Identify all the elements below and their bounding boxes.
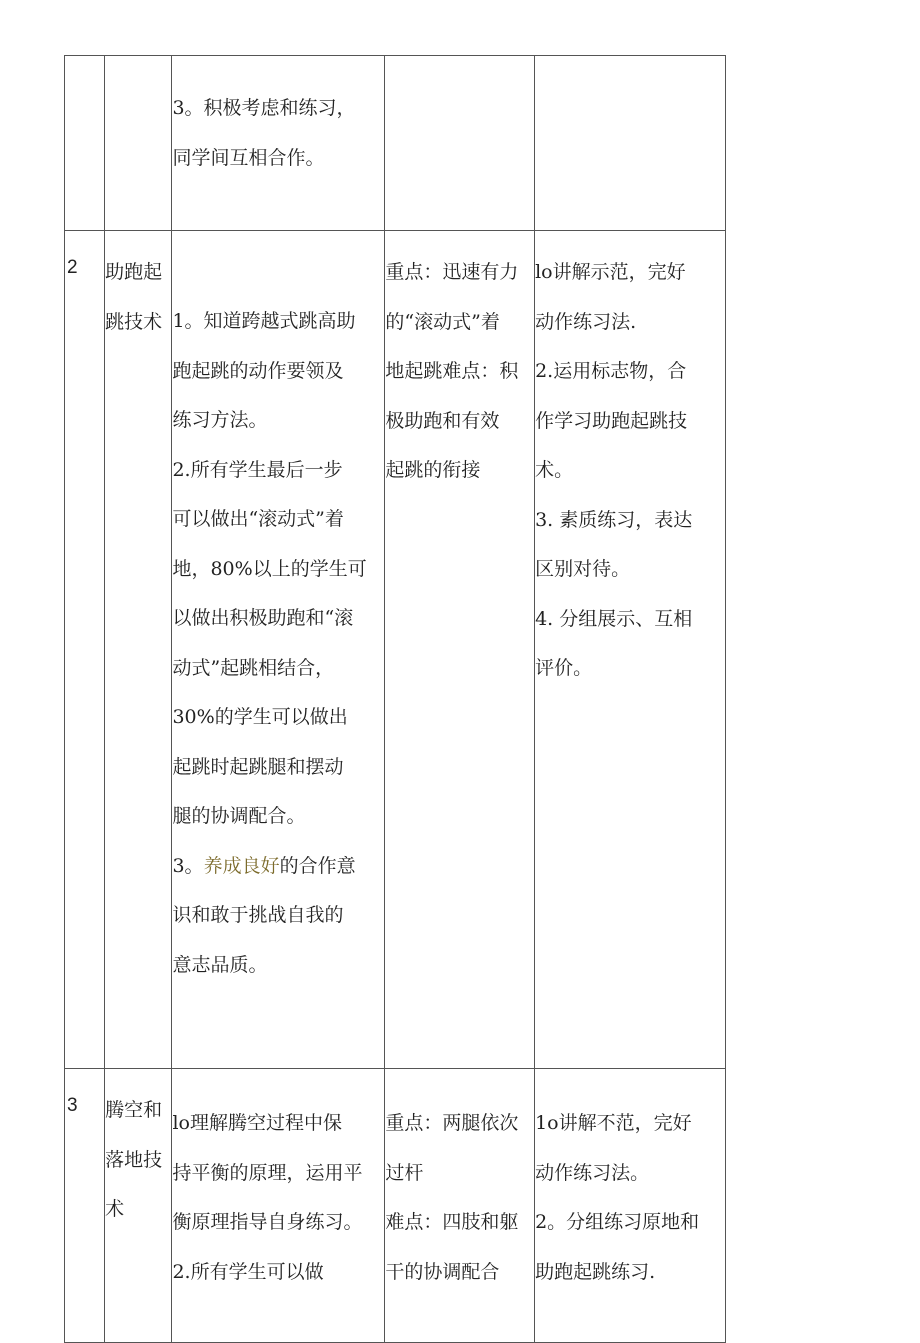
goal-line: 腿的协调配合。 [172,805,306,827]
method-line: 动作练习法。 [535,1161,650,1184]
table-row [65,56,726,231]
method-line: 区别对待。 [535,558,631,580]
goal-line: 练习方法。 [172,409,268,431]
keypoint-line: 难点：四肢和躯 [385,1211,519,1233]
topic-text [105,1086,171,1235]
keypoints-text [385,1099,534,1297]
goal-line: 30%的学生可以做出 [172,706,348,728]
goal-line: 起跳时起跳腿和摆动 [172,755,344,778]
goal-line [172,842,384,892]
goals-cell [172,1069,385,1343]
method-line: 术。 [535,459,574,481]
goals-text [172,84,384,183]
table-row [65,1069,726,1343]
goal-suffix: 的合作意 [279,854,356,877]
row-number-cell [65,1069,105,1343]
keypoint-line: 过杆 [385,1161,424,1184]
goals-text [172,297,384,990]
methods-text [535,248,725,694]
keypoints-text [385,248,534,496]
goal-line: 以做出积极助跑和“滚 [172,607,354,629]
goal-line: 地，80%以上的学生可 [172,557,367,580]
method-line: 助跑起跳练习. [535,1260,656,1283]
keypoint-line: 重点：两腿依次 [385,1112,519,1134]
method-line: 2.运用标志物，合 [535,360,687,382]
table-row [65,231,726,1069]
goal-line: lo理解腾空过程中保 [172,1112,342,1134]
methods-cell [535,1069,726,1343]
goal-line: 意志品质。 [172,953,268,976]
topic-line: 助跑起 [105,261,163,283]
method-line: 3. 素质练习，表达 [535,508,693,531]
goal-prefix: 3。 [172,854,204,877]
goal-highlight: 养成良好 [203,854,280,877]
keypoint-line: 极助跑和有效 [385,409,500,432]
topic-line: 跳技术 [105,310,163,333]
goal-line: 1。知道跨越式跳高助 [172,310,356,332]
topic-cell [105,56,172,231]
goal-line: 3。积极考虑和练习， [172,97,356,119]
goal-line: 2.所有学生可以做 [172,1260,324,1283]
method-line: 2。分组练习原地和 [535,1211,700,1233]
goal-line: 衡原理指导自身练习。 [172,1211,363,1233]
keypoint-line: 重点：迅速有力 [385,261,519,283]
method-line: 4. 分组展示、互相 [535,607,693,630]
keypoints-cell [385,1069,535,1343]
goal-line: 同学间互相合作。 [172,146,325,169]
keypoint-line: 起跳的衔接 [385,459,481,481]
keypoints-cell [385,56,535,231]
topic-line: 落地技 [105,1148,163,1171]
topic-cell [105,1069,172,1343]
keypoints-cell [385,231,535,1069]
methods-cell [535,56,726,231]
goal-line: 识和敢于挑战自我的 [172,904,344,926]
keypoint-line: 干的协调配合 [385,1260,500,1283]
method-line: 动作练习法. [535,310,637,333]
method-line: 评价。 [535,657,593,679]
method-line: lo讲解示范，完好 [535,261,686,283]
goals-cell [172,231,385,1069]
topic-line: 术 [105,1198,125,1220]
goal-line: 动式”起跳相结合， [172,656,335,679]
goal-line: 跑起跳的动作要领及 [172,359,344,382]
topic-text [105,248,171,347]
row-number: 3 [67,1095,78,1116]
method-line: 1o讲解不范，完好 [535,1112,692,1134]
keypoint-line: 的“滚动式”着 [385,310,500,333]
row-number-cell [65,56,105,231]
topic-line: 腾空和 [105,1099,163,1121]
goal-line: 可以做出“滚动式”着 [172,508,344,530]
topic-cell [105,231,172,1069]
lesson-plan-table [64,55,726,1343]
goal-line: 持平衡的原理，运用平 [172,1161,363,1184]
method-line: 作学习助跑起跳技 [535,409,688,432]
keypoint-line: 地起跳难点：积 [385,360,519,382]
goals-cell [172,56,385,231]
row-number-cell [65,231,105,1069]
methods-cell [535,231,726,1069]
goal-line: 2.所有学生最后一步 [172,458,343,481]
methods-text [535,1099,725,1297]
goals-text [172,1099,384,1297]
row-number: 2 [67,257,78,278]
